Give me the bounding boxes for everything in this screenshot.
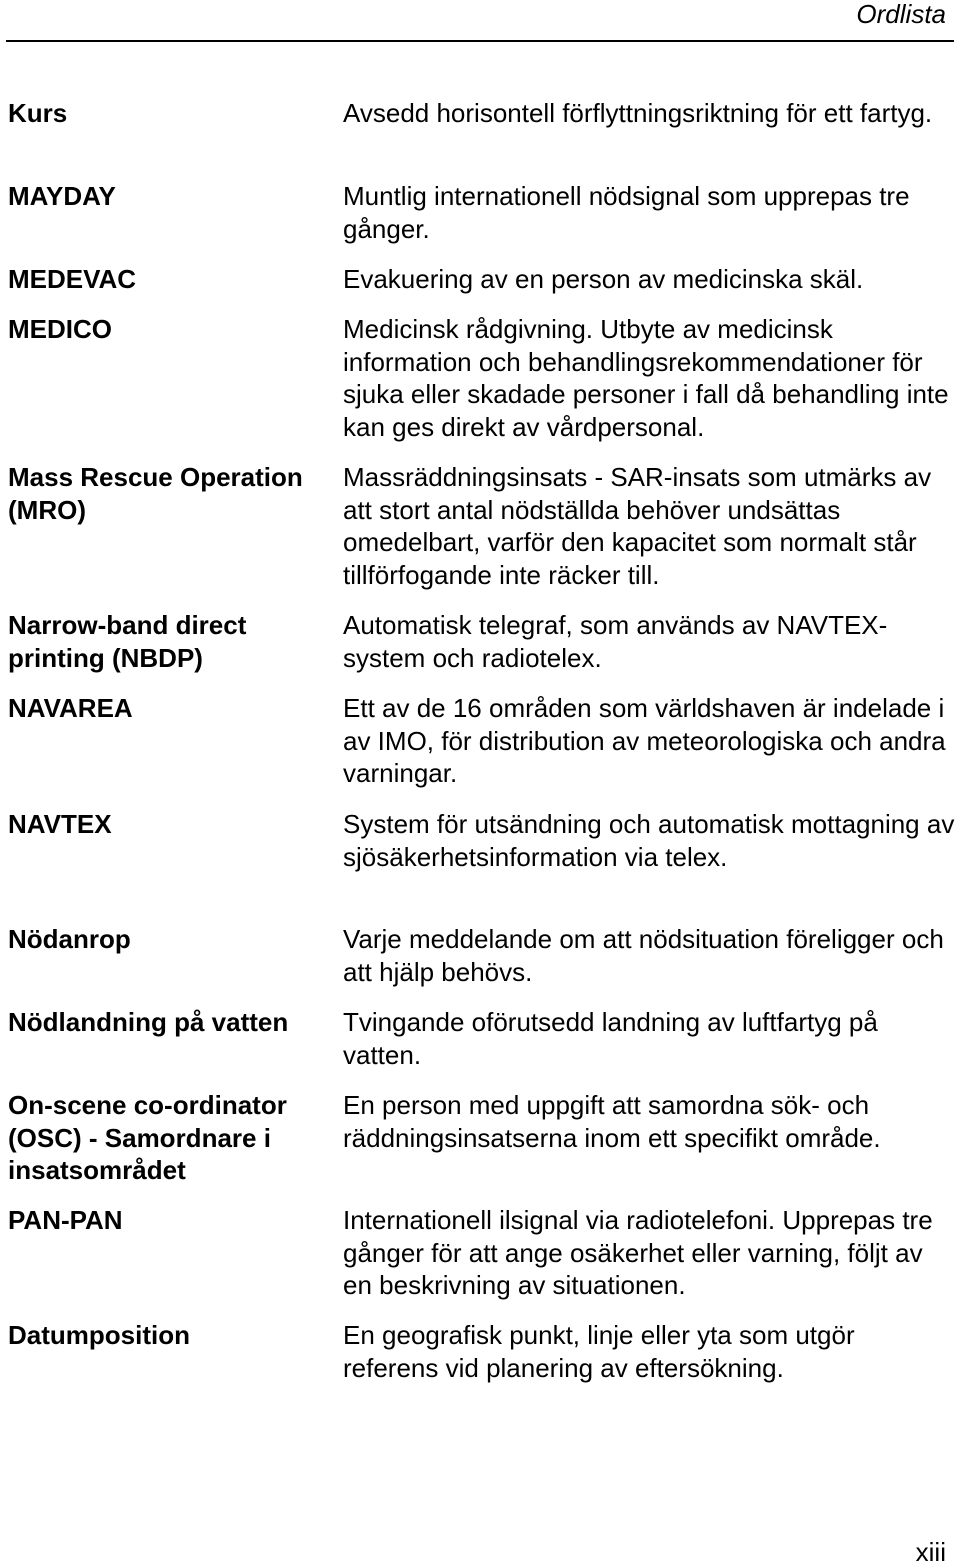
glossary-term: On-scene co-ordinator (OSC) - Samordnare i insatsområdet bbox=[8, 1090, 287, 1185]
glossary-term: Datumposition bbox=[8, 1320, 190, 1350]
glossary-definition: En geografisk punkt, linje eller yta som utgör referens vid planering av eftersökning. bbox=[343, 1320, 855, 1383]
glossary-definition: Varje meddelande om att nödsituation föreligger och att hjälp behövs. bbox=[343, 924, 944, 987]
glossary-term: MEDICO bbox=[8, 314, 112, 344]
glossary-term: Nödlandning på vatten bbox=[8, 1007, 289, 1037]
glossary-term: MEDEVAC bbox=[8, 264, 137, 294]
glossary-term: PAN-PAN bbox=[8, 1205, 123, 1235]
glossary-definition: Automatisk telegraf, som används av NAVTEX-system och radiotelex. bbox=[343, 610, 888, 673]
glossary-definition: Tvingande oförutsedd landning av luftfartyg på vatten. bbox=[343, 1007, 878, 1070]
glossary-term: Narrow-band direct printing (NBDP) bbox=[8, 610, 247, 673]
glossary-definition: Avsedd horisontell förflyttningsriktning för ett fartyg. bbox=[343, 98, 933, 128]
glossary-definition: En person med uppgift att samordna sök- och räddningsinsatserna inom ett specifikt område. bbox=[343, 1090, 881, 1153]
glossary-term: Kurs bbox=[8, 98, 68, 128]
page-number: xiii bbox=[915, 1537, 946, 1567]
glossary-definition: Medicinsk rådgivning. Utbyte av medicinsk information och behandlingsrekommendationer för sjuka eller skadade personer i fall då behandling inte kan ges direkt av vårdpersonal. bbox=[343, 314, 949, 442]
glossary-definition: Massräddningsinsats - SAR-insats som utmärks av att stort antal nödställda behöver undsättas omedelbart, varför den kapacitet som normalt står tillförfogande inte räcker till. bbox=[343, 462, 932, 590]
glossary-definition: System för utsändning och automatisk mottagning av sjösäkerhetsinformation via telex. bbox=[343, 809, 955, 872]
running-header-title: Ordlista bbox=[856, 0, 946, 29]
glossary-term: NAVTEX bbox=[8, 809, 112, 839]
glossary-definition: Evakuering av en person av medicinska skäl. bbox=[343, 264, 864, 294]
glossary-definition: Ett av de 16 områden som världshaven är indelade i av IMO, för distribution av meteorologiska och andra varningar. bbox=[343, 693, 946, 788]
glossary-term: MAYDAY bbox=[8, 181, 116, 211]
glossary-term: NAVAREA bbox=[8, 693, 133, 723]
glossary-term: Mass Rescue Operation (MRO) bbox=[8, 462, 303, 525]
header-divider bbox=[6, 40, 954, 42]
glossary-term: Nödanrop bbox=[8, 924, 131, 954]
glossary-definition: Internationell ilsignal via radiotelefoni. Upprepas tre gånger för att ange osäkerhet eller varning, följt av en beskrivning av situationen. bbox=[343, 1205, 933, 1300]
glossary-definition: Muntlig internationell nödsignal som upprepas tre gånger. bbox=[343, 181, 910, 244]
